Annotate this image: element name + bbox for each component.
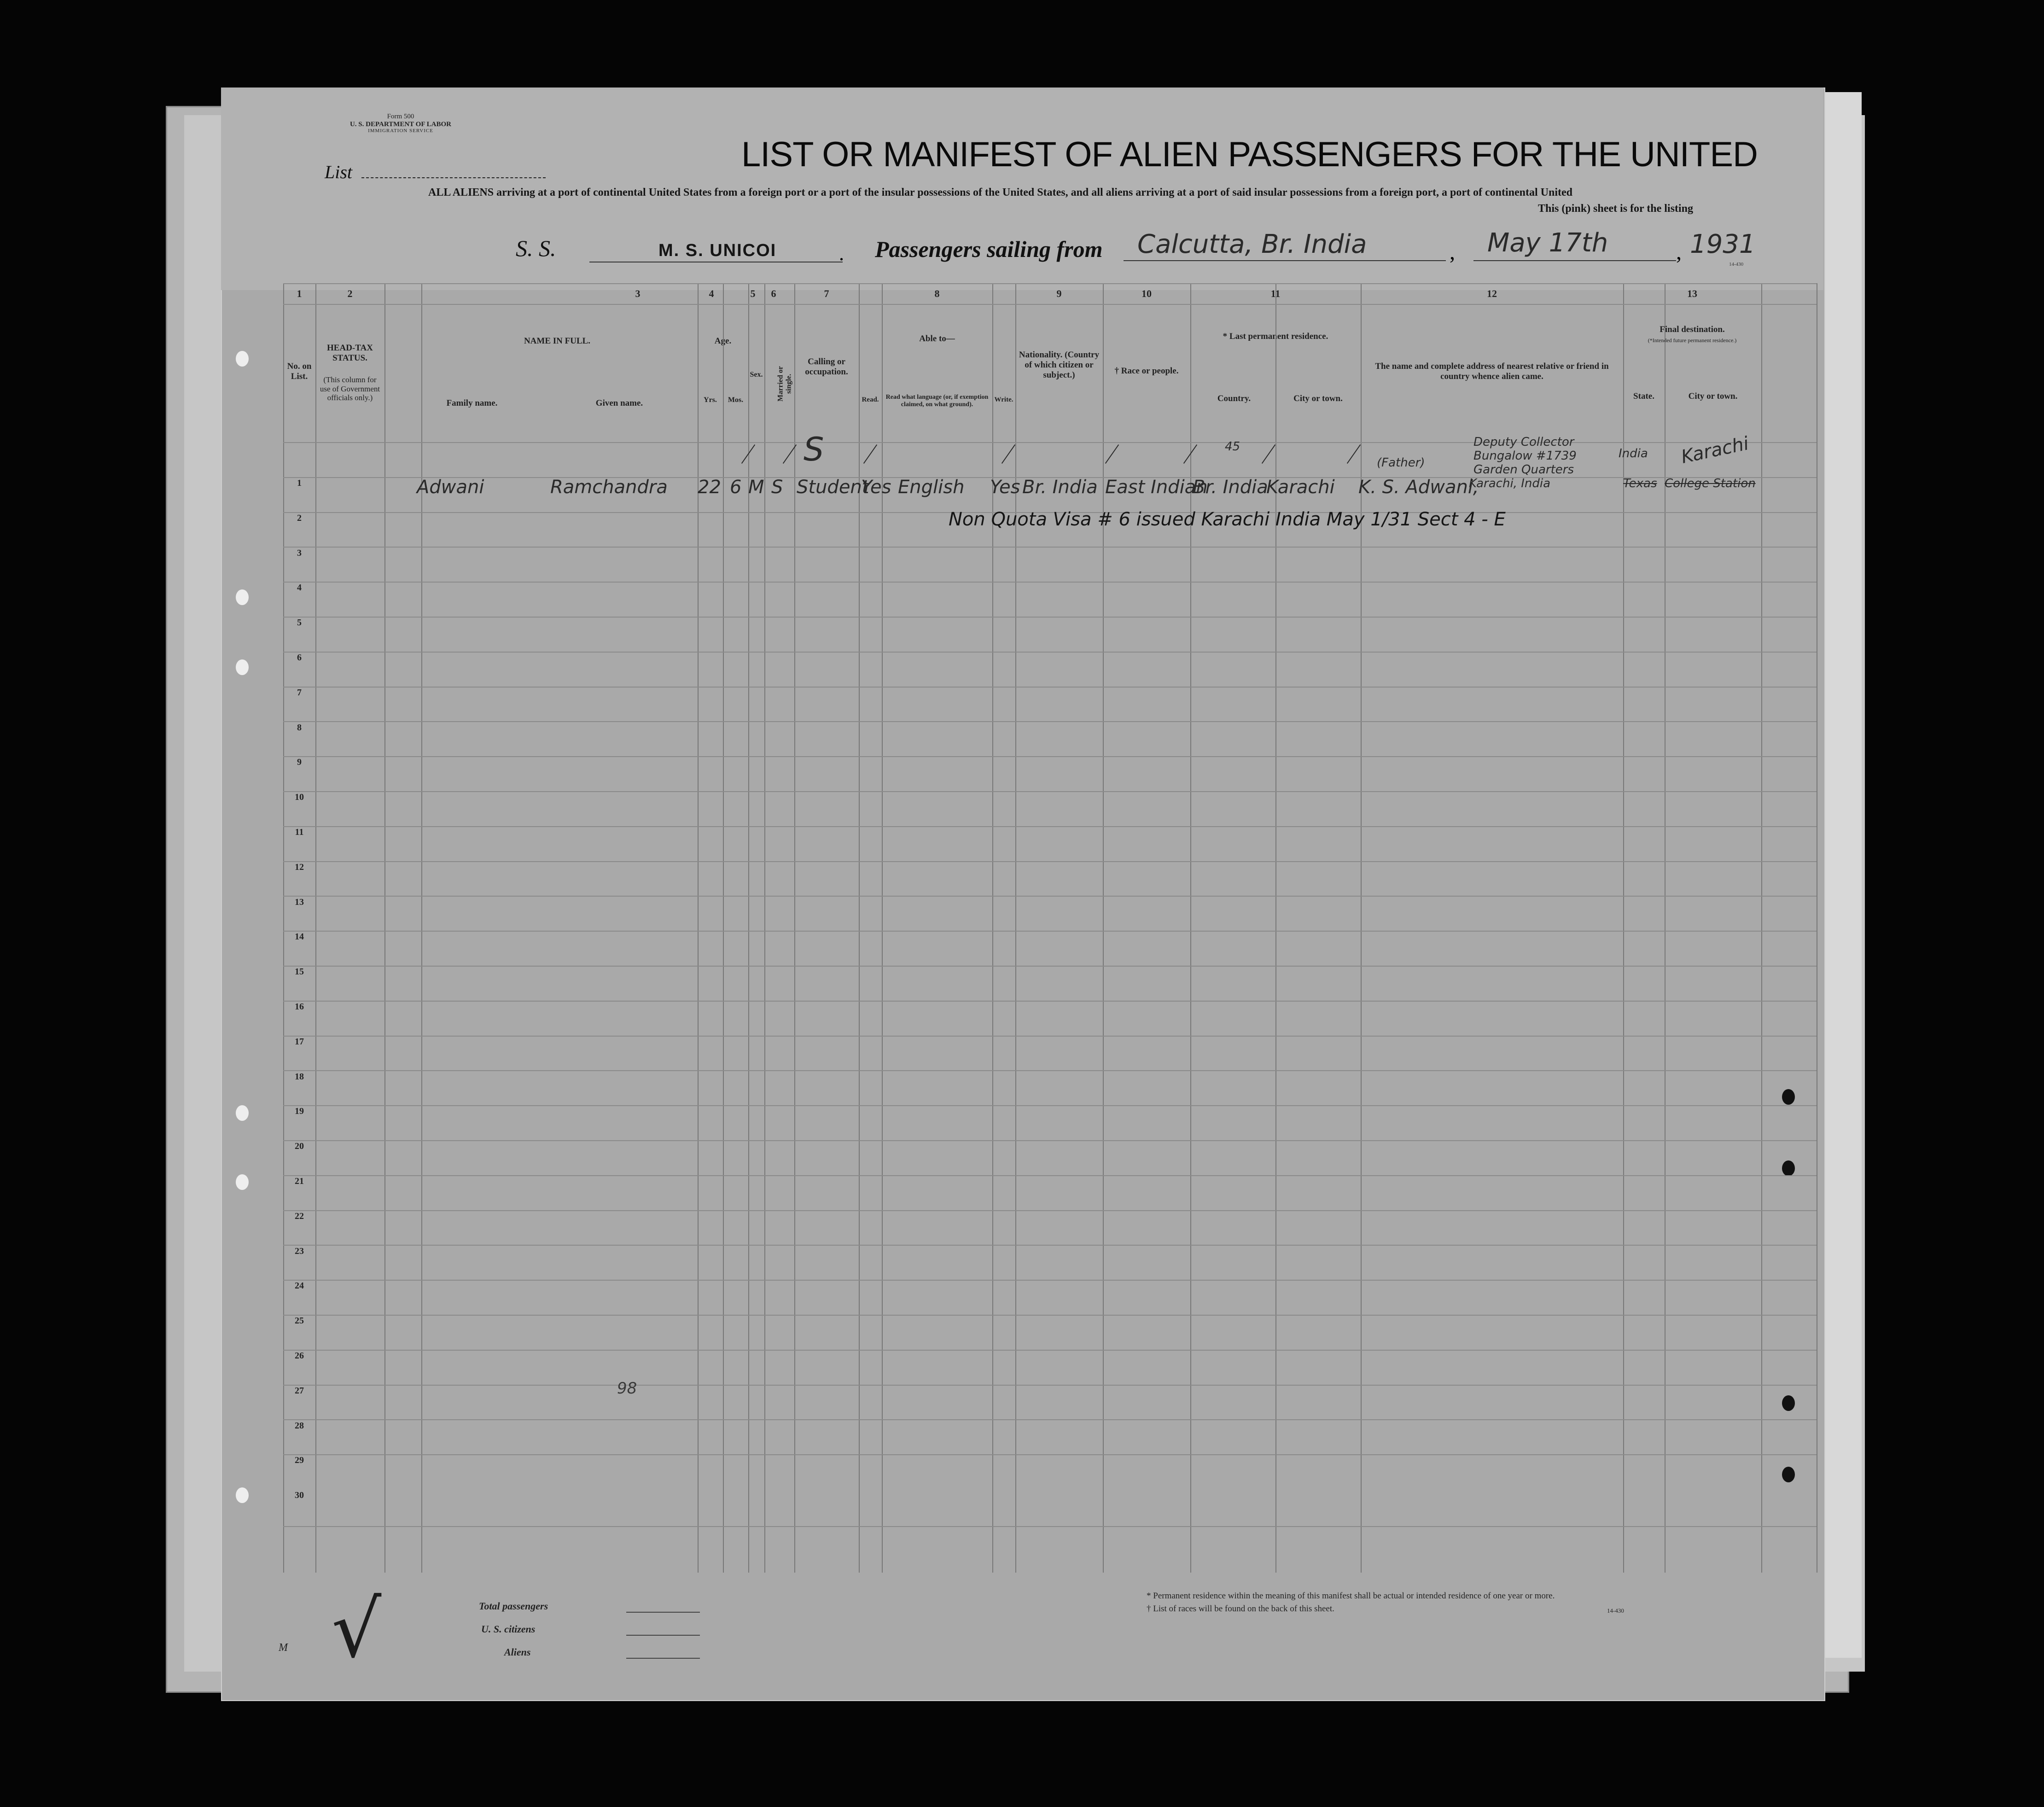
entry-relative-addr4: Karachi, India <box>1469 477 1551 490</box>
footer-total-line <box>626 1612 700 1613</box>
hdr-sex: Sex. <box>750 371 763 379</box>
hdr-head-tax-note: (This column for use of Government officials only.) <box>320 375 380 402</box>
sailing-label: Passengers sailing from <box>875 236 1103 262</box>
row-number: 10 <box>295 792 304 803</box>
col-number: 4 <box>709 288 714 299</box>
entry-relative-line1: (Father) <box>1377 456 1425 470</box>
entry-age-mos: 6 <box>730 477 742 498</box>
col-number: 1 <box>297 288 302 299</box>
row-number: 26 <box>295 1351 304 1361</box>
hdr-dest-city: City or town. <box>1688 391 1738 401</box>
port-line <box>1124 260 1446 261</box>
hdr-name-in-full: NAME IN FULL. <box>524 336 591 346</box>
hdr-family-name: Family name. <box>446 398 498 408</box>
hdr-read: Read. <box>862 396 879 403</box>
table-row-line <box>283 861 1817 862</box>
punch-hole <box>236 589 249 605</box>
entry-age-yrs: 22 <box>698 477 721 498</box>
grid-header-line <box>283 304 1817 305</box>
grid-header-line <box>283 283 1817 284</box>
hdr-given-name: Given name. <box>595 398 643 408</box>
table-row-line <box>283 1105 1817 1106</box>
punctuation: , <box>1450 240 1455 264</box>
hdr-nationality: Nationality. (Country of which citizen or subject.) <box>1019 350 1100 380</box>
row-number: 11 <box>295 827 304 837</box>
table-row-line <box>283 791 1817 792</box>
table-row-line <box>283 1419 1817 1420</box>
hdr-no-on-list: No. on List. <box>287 361 312 381</box>
row-number: 1 <box>297 478 302 488</box>
punctuation: , <box>1676 240 1682 264</box>
punch-hole <box>236 1174 249 1190</box>
table-row-line <box>283 1280 1817 1281</box>
entry-family-name: Adwani <box>417 477 484 498</box>
list-label: List <box>325 162 353 182</box>
footer-citizens-line <box>626 1635 700 1636</box>
page-edge <box>1823 92 1862 1658</box>
row-number: 4 <box>297 583 302 593</box>
col-number: 13 <box>1687 288 1697 299</box>
row-number: 3 <box>297 548 302 558</box>
ss-label: S. S. <box>516 235 556 261</box>
subtitle-line1: ALL ALIENS arriving at a port of continental United States from a foreign port or a port of the insular possessions of the United States, and all aliens arriving at a port of said insular possessions from a foreign port, a port of continental United <box>428 187 1572 198</box>
date-line <box>1473 260 1676 261</box>
stray-mark: 98 <box>617 1379 637 1398</box>
table-row-line <box>283 1175 1817 1176</box>
row-number: 15 <box>295 967 304 977</box>
entry-married: S <box>771 477 783 498</box>
table-row-line <box>283 826 1817 827</box>
table-row-line <box>283 1385 1817 1386</box>
row-number: 13 <box>295 897 304 907</box>
ship-name: M. S. UNICOI <box>658 241 777 260</box>
hdr-married: Married or single. <box>776 366 793 402</box>
departure-port: Calcutta, Br. India <box>1137 229 1367 259</box>
entry-given-name: Ramchandra <box>550 477 668 498</box>
col-number: 11 <box>1270 288 1281 299</box>
entry-state: India <box>1619 447 1648 460</box>
row-number: 28 <box>295 1420 304 1431</box>
clerk-mark-45: 45 <box>1225 440 1240 454</box>
row-number: 14 <box>295 932 304 942</box>
table-row-line <box>283 1454 1817 1455</box>
row-number: 16 <box>295 1002 304 1012</box>
hdr-state: State. <box>1633 391 1654 401</box>
punch-hole <box>236 351 249 367</box>
table-row-line <box>283 1210 1817 1211</box>
entry-relative-addr3: Garden Quarters <box>1473 463 1574 477</box>
row-number: 24 <box>295 1281 304 1291</box>
subtitle-line2: This (pink) sheet is for the listing <box>1538 203 1693 215</box>
hdr-write: Write. <box>994 396 1013 403</box>
entry-city: Karachi <box>1266 477 1335 498</box>
col-number: 7 <box>824 288 829 299</box>
punch-hole <box>236 1487 249 1503</box>
col-number: 5 <box>750 288 756 299</box>
entry-nationality: Br. India <box>1022 477 1098 498</box>
list-number-line <box>361 177 546 178</box>
row-number: 17 <box>295 1036 304 1047</box>
entry-dest-city: Karachi <box>1679 433 1751 468</box>
row-number: 30 <box>295 1490 304 1501</box>
visa-note: Non Quota Visa # 6 issued Karachi India May 1/31 Sect 4 - E <box>949 509 1506 530</box>
table-row-line <box>283 652 1817 653</box>
table-row-line <box>283 756 1817 757</box>
sailing-year: 1931 <box>1690 229 1756 259</box>
hdr-city: City or town. <box>1293 394 1343 403</box>
table-row-line <box>283 582 1817 583</box>
row-number: 20 <box>295 1141 304 1152</box>
row-number: 18 <box>295 1071 304 1082</box>
row-number: 12 <box>295 862 304 872</box>
table-row-line <box>283 1001 1817 1002</box>
entry-write: Yes <box>990 477 1020 498</box>
entry-relative-line2: K. S. Adwani, <box>1358 477 1479 498</box>
clerk-mark-s: S <box>804 431 824 468</box>
col-number: 10 <box>1141 288 1152 299</box>
table-row-line <box>283 1350 1817 1351</box>
row-number: 8 <box>297 722 302 733</box>
page-title: LIST OR MANIFEST OF ALIEN PASSENGERS FOR THE UNITED <box>741 135 1758 174</box>
footer-note-2: † List of races will be found on the back of this sheet. <box>1147 1604 1334 1614</box>
form-code: 14-430 <box>1729 262 1744 267</box>
table-row-line <box>283 442 1817 443</box>
row-number: 19 <box>295 1106 304 1117</box>
hdr-relative: The name and complete address of nearest relative or friend in country whence alien came. <box>1375 361 1609 381</box>
entry-race: East Indian <box>1105 477 1208 498</box>
punch-hole <box>236 1105 249 1121</box>
entry-state-struck: Texas <box>1623 477 1657 490</box>
row-number: 7 <box>297 687 302 698</box>
entry-language: English <box>898 477 965 498</box>
entry-dest-city-struck: College Station <box>1665 477 1756 490</box>
hdr-country: Country. <box>1217 394 1251 403</box>
col-number: 2 <box>347 288 353 299</box>
row-number: 27 <box>295 1385 304 1396</box>
department: U. S. DEPARTMENT OF LABOR <box>349 120 452 128</box>
sailing-date: May 17th <box>1487 228 1608 258</box>
footer-aliens-label: Aliens <box>504 1646 531 1658</box>
col-number: 9 <box>1056 288 1062 299</box>
col-number: 12 <box>1487 288 1497 299</box>
table-row-line <box>283 1036 1817 1037</box>
row-number: 6 <box>297 653 302 663</box>
hdr-head-tax: HEAD-TAX STATUS. <box>327 343 373 363</box>
table-row-line <box>283 966 1817 967</box>
table-row-line <box>283 687 1817 688</box>
row-number: 29 <box>295 1455 304 1466</box>
footer-citizens-label: U. S. citizens <box>481 1623 536 1635</box>
hdr-age: Age. <box>714 336 732 346</box>
row-number: 9 <box>297 757 302 768</box>
col-number: 3 <box>635 288 641 299</box>
table-row-line <box>283 1315 1817 1316</box>
footer-note-1: * Permanent residence within the meaning of this manifest shall be actual or intended residence of one year or more. <box>1147 1591 1555 1601</box>
punctuation: . <box>839 242 844 265</box>
row-number: 23 <box>295 1246 304 1256</box>
table-row-line <box>283 547 1817 548</box>
row-number: 5 <box>297 618 302 628</box>
table-row-line <box>283 1245 1817 1246</box>
table-row-line <box>283 931 1817 932</box>
hdr-read-lang: Read what language (or, if exemption claimed, on what ground). <box>885 394 989 408</box>
corner-mark: M <box>279 1642 288 1654</box>
form-id-block <box>327 113 474 134</box>
entry-read: Yes <box>861 477 891 498</box>
entry-sex: M <box>748 477 764 498</box>
entry-country: Br. India <box>1193 477 1268 498</box>
table-row-line <box>283 617 1817 618</box>
row-number: 25 <box>295 1316 304 1326</box>
row-number: 21 <box>295 1176 304 1186</box>
hdr-last-residence: * Last permanent residence. <box>1223 332 1328 341</box>
row-number: 2 <box>297 513 302 523</box>
hdr-final-destination: Final destination. <box>1660 325 1725 334</box>
entry-occupation: Student <box>797 477 869 498</box>
entry-relative-addr1: Deputy Collector <box>1473 435 1574 449</box>
table-row-line <box>283 1140 1817 1141</box>
punch-hole <box>236 659 249 675</box>
footer-total-label: Total passengers <box>479 1600 548 1612</box>
table-bottom-line <box>283 1526 1817 1527</box>
hdr-race: † Race or people. <box>1114 366 1179 376</box>
check-mark: √ <box>332 1584 382 1675</box>
hdr-able-to: Able to— <box>919 334 955 344</box>
hdr-age-mos: Mos. <box>728 396 744 404</box>
form-number: Form 500 <box>387 113 414 120</box>
row-number: 22 <box>295 1211 304 1221</box>
col-number: 8 <box>934 288 940 299</box>
col-number: 6 <box>771 288 776 299</box>
entry-relative-addr2: Bungalow #1739 <box>1473 449 1577 463</box>
footer-code: 14-430 <box>1607 1607 1624 1614</box>
service: IMMIGRATION SERVICE <box>368 128 433 134</box>
table-row-line <box>283 896 1817 897</box>
footer-aliens-line <box>626 1658 700 1659</box>
hdr-calling: Calling or occupation. <box>805 357 848 377</box>
table-row-line <box>283 721 1817 722</box>
table-row-line <box>283 1070 1817 1071</box>
hdr-final-destination-note: (*Intended future permanent residence.) <box>1648 337 1737 344</box>
hdr-age-yrs: Yrs. <box>704 396 717 404</box>
